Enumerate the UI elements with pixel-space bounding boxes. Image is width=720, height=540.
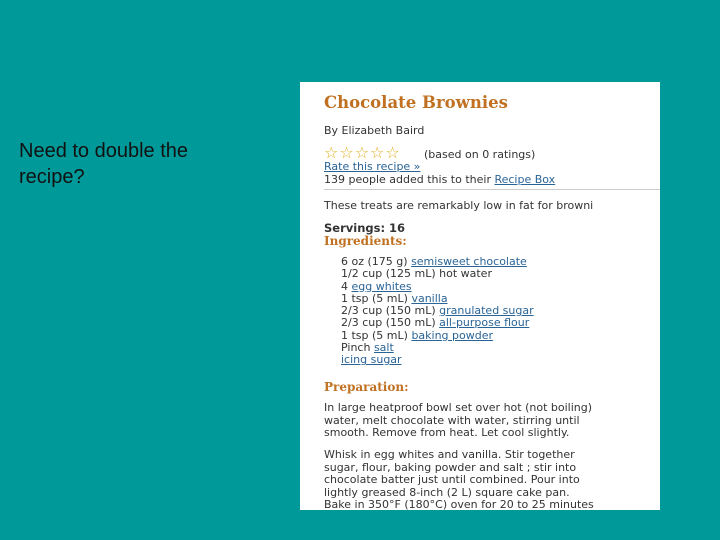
ingredient-link[interactable]: salt (373, 341, 394, 355)
rate-recipe-link[interactable]: Rate this recipe » (324, 160, 421, 173)
ingredient-link[interactable]: icing sugar (341, 353, 402, 367)
recipe-box-link[interactable]: Recipe Box (494, 173, 556, 186)
ingredient-quantity: 2/3 cup (150 mL) (341, 316, 440, 330)
slide-question-text (19, 138, 279, 190)
ingredient-quantity: 1 tsp (5 mL) (341, 328, 412, 342)
ingredient-link[interactable]: baking powder (411, 328, 494, 342)
recipe-author: By Elizabeth Baird (324, 124, 425, 137)
prep-step-2-line: Bake in 350°F (180°C) oven for 20 to 25 minutes (324, 498, 594, 511)
recipe-screenshot-edge (300, 188, 313, 510)
ingredient-quantity: 1 tsp (5 mL) (341, 291, 412, 305)
servings: Servings: 16 (324, 221, 406, 235)
divider (324, 189, 660, 190)
ingredient-link[interactable]: all-purpose flour (439, 316, 530, 330)
ingredient-quantity: 1/2 cup (125 mL) hot water (341, 267, 492, 281)
prep-step-2-line: lightly greased 8-inch (2 L) square cake pan. (324, 485, 570, 499)
prep-step-1-line: In large heatproof bowl set over hot (not boiling) (324, 401, 593, 414)
ingredient-link[interactable]: egg whites (351, 279, 412, 293)
added-prefix: 139 people added this to their (324, 173, 495, 186)
added-count-text (324, 173, 555, 186)
ingredients-heading: Ingredients: (324, 234, 407, 248)
recipe-description: These treats are remarkably low in fat for browni (324, 199, 594, 212)
ingredient-link[interactable]: vanilla (411, 291, 448, 305)
rating-count: (based on 0 ratings) (424, 148, 536, 161)
ingredient-link[interactable]: granulated sugar (439, 304, 534, 318)
prep-step-1-line: smooth. Remove from heat. Let cool slightly. (324, 426, 570, 439)
ingredient-item (341, 354, 534, 366)
prep-step-1 (324, 402, 660, 440)
preparation-heading: Preparation: (324, 380, 409, 394)
star-rating-icon[interactable]: ☆☆☆☆☆ (324, 143, 401, 162)
prep-step-2-line: chocolate batter just until combined. Pour into (324, 473, 580, 486)
ingredient-quantity: 6 oz (175 g) (341, 255, 412, 268)
ingredient-quantity: 2/3 cup (150 mL) (341, 304, 440, 318)
ingredient-quantity: Pinch (341, 341, 374, 355)
recipe-title: Chocolate Brownies (324, 93, 508, 112)
prep-step-2 (324, 449, 660, 512)
ingredient-quantity: 4 (341, 279, 352, 293)
prep-step-1-line: water, melt chocolate with water, stirring until (324, 413, 580, 427)
slide-text-line-1: Need to double the (19, 140, 189, 162)
prep-step-2-line: sugar, flour, baking powder and salt ; stir into (324, 460, 577, 474)
slide-text-line-2: recipe? (19, 166, 85, 188)
ingredients-list (341, 256, 534, 367)
ingredient-link[interactable]: semisweet chocolate (411, 255, 527, 268)
prep-step-2-line: Whisk in egg whites and vanilla. Stir together (324, 448, 575, 461)
